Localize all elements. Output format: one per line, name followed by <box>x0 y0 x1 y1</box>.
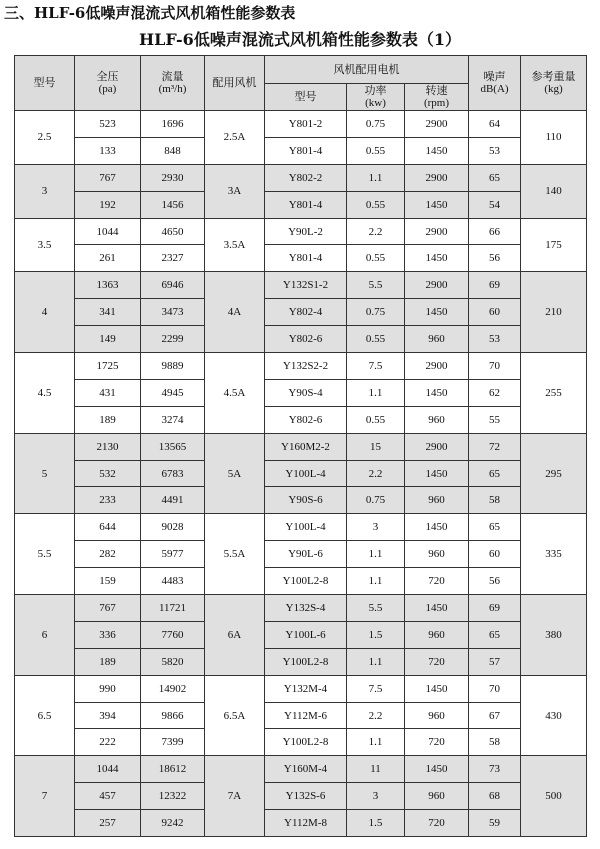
cell-motor-model: Y100L-6 <box>265 621 347 648</box>
cell-power: 1.1 <box>347 379 405 406</box>
cell-weight: 500 <box>521 756 587 837</box>
cell-fan: 5A <box>205 433 265 514</box>
section-heading: 三、HLF-6低噪声混流式风机箱性能参数表 <box>4 4 296 22</box>
cell-flow: 2327 <box>141 245 205 272</box>
cell-model: 5 <box>15 433 75 514</box>
cell-pressure: 457 <box>75 783 141 810</box>
table-row <box>15 541 587 568</box>
cell-motor-model: Y90L-6 <box>265 541 347 568</box>
cell-motor-model: Y132S1-2 <box>265 272 347 299</box>
cell-speed: 960 <box>405 702 469 729</box>
cell-speed: 1450 <box>405 245 469 272</box>
cell-speed: 1450 <box>405 514 469 541</box>
cell-noise: 73 <box>469 756 521 783</box>
cell-noise: 70 <box>469 675 521 702</box>
cell-model: 3 <box>15 164 75 218</box>
col-power: 功率 (kw) <box>347 84 405 111</box>
cell-pressure: 1725 <box>75 353 141 380</box>
col-model: 型号 <box>15 56 75 111</box>
cell-motor-model: Y112M-6 <box>265 702 347 729</box>
cell-motor-model: Y100L2-8 <box>265 648 347 675</box>
cell-motor-model: Y160M2-2 <box>265 433 347 460</box>
cell-speed: 2900 <box>405 164 469 191</box>
cell-power: 0.55 <box>347 406 405 433</box>
cell-flow: 4945 <box>141 379 205 406</box>
cell-speed: 1450 <box>405 299 469 326</box>
cell-motor-model: Y90L-2 <box>265 218 347 245</box>
cell-noise: 60 <box>469 541 521 568</box>
cell-pressure: 1044 <box>75 218 141 245</box>
cell-motor-model: Y801-4 <box>265 191 347 218</box>
cell-motor-model: Y90S-4 <box>265 379 347 406</box>
cell-flow: 3274 <box>141 406 205 433</box>
cell-power: 1.1 <box>347 164 405 191</box>
cell-flow: 5977 <box>141 541 205 568</box>
cell-pressure: 159 <box>75 568 141 595</box>
cell-power: 0.75 <box>347 111 405 138</box>
cell-pressure: 2130 <box>75 433 141 460</box>
table-header <box>15 56 587 111</box>
cell-pressure: 189 <box>75 406 141 433</box>
cell-weight: 210 <box>521 272 587 353</box>
cell-motor-model: Y802-6 <box>265 326 347 353</box>
cell-fan: 7A <box>205 756 265 837</box>
cell-model: 4 <box>15 272 75 353</box>
cell-fan: 6.5A <box>205 675 265 756</box>
cell-motor-model: Y90S-6 <box>265 487 347 514</box>
cell-speed: 1450 <box>405 675 469 702</box>
cell-noise: 69 <box>469 595 521 622</box>
cell-noise: 65 <box>469 164 521 191</box>
cell-pressure: 1044 <box>75 756 141 783</box>
table-row <box>15 729 587 756</box>
cell-power: 1.1 <box>347 648 405 675</box>
cell-flow: 848 <box>141 137 205 164</box>
cell-weight: 110 <box>521 111 587 165</box>
table-row <box>15 756 587 783</box>
cell-weight: 255 <box>521 353 587 434</box>
cell-speed: 960 <box>405 487 469 514</box>
cell-power: 7.5 <box>347 353 405 380</box>
cell-noise: 53 <box>469 137 521 164</box>
cell-weight: 380 <box>521 595 587 676</box>
cell-power: 0.75 <box>347 299 405 326</box>
table-row <box>15 460 587 487</box>
cell-noise: 53 <box>469 326 521 353</box>
cell-noise: 60 <box>469 299 521 326</box>
cell-speed: 2900 <box>405 433 469 460</box>
cell-flow: 13565 <box>141 433 205 460</box>
cell-noise: 57 <box>469 648 521 675</box>
cell-pressure: 261 <box>75 245 141 272</box>
cell-model: 6 <box>15 595 75 676</box>
cell-power: 2.2 <box>347 702 405 729</box>
cell-flow: 14902 <box>141 675 205 702</box>
cell-noise: 59 <box>469 810 521 837</box>
cell-fan: 4A <box>205 272 265 353</box>
table-row <box>15 272 587 299</box>
cell-speed: 1450 <box>405 595 469 622</box>
col-motor-group: 风机配用电机 <box>265 56 469 84</box>
cell-fan: 5.5A <box>205 514 265 595</box>
cell-weight: 175 <box>521 218 587 272</box>
cell-flow: 5820 <box>141 648 205 675</box>
cell-model: 7 <box>15 756 75 837</box>
cell-flow: 12322 <box>141 783 205 810</box>
cell-power: 1.5 <box>347 621 405 648</box>
cell-speed: 960 <box>405 541 469 568</box>
cell-model: 6.5 <box>15 675 75 756</box>
cell-weight: 430 <box>521 675 587 756</box>
table-row <box>15 299 587 326</box>
cell-flow: 4650 <box>141 218 205 245</box>
cell-pressure: 233 <box>75 487 141 514</box>
cell-fan: 3A <box>205 164 265 218</box>
cell-flow: 18612 <box>141 756 205 783</box>
table-row <box>15 675 587 702</box>
cell-pressure: 189 <box>75 648 141 675</box>
cell-power: 1.1 <box>347 729 405 756</box>
cell-motor-model: Y112M-8 <box>265 810 347 837</box>
cell-motor-model: Y801-4 <box>265 137 347 164</box>
col-flow: 流量 (m³/h) <box>141 56 205 111</box>
cell-motor-model: Y100L-4 <box>265 514 347 541</box>
performance-table <box>14 55 587 837</box>
cell-motor-model: Y132S-6 <box>265 783 347 810</box>
cell-noise: 62 <box>469 379 521 406</box>
cell-power: 0.55 <box>347 245 405 272</box>
cell-power: 2.2 <box>347 218 405 245</box>
cell-motor-model: Y802-2 <box>265 164 347 191</box>
table-row <box>15 111 587 138</box>
cell-motor-model: Y132S-4 <box>265 595 347 622</box>
cell-weight: 295 <box>521 433 587 514</box>
cell-pressure: 644 <box>75 514 141 541</box>
cell-flow: 2930 <box>141 164 205 191</box>
cell-pressure: 257 <box>75 810 141 837</box>
cell-fan: 3.5A <box>205 218 265 272</box>
cell-fan: 6A <box>205 595 265 676</box>
table-row <box>15 164 587 191</box>
cell-noise: 72 <box>469 433 521 460</box>
table-row <box>15 137 587 164</box>
cell-speed: 960 <box>405 406 469 433</box>
table-row <box>15 568 587 595</box>
table-body <box>15 111 587 837</box>
cell-pressure: 523 <box>75 111 141 138</box>
table-row <box>15 326 587 353</box>
cell-speed: 720 <box>405 568 469 595</box>
cell-flow: 6783 <box>141 460 205 487</box>
cell-power: 0.55 <box>347 191 405 218</box>
cell-noise: 67 <box>469 702 521 729</box>
cell-pressure: 990 <box>75 675 141 702</box>
table-row <box>15 379 587 406</box>
cell-pressure: 431 <box>75 379 141 406</box>
cell-noise: 65 <box>469 621 521 648</box>
cell-speed: 1450 <box>405 379 469 406</box>
cell-power: 1.1 <box>347 541 405 568</box>
table-row <box>15 514 587 541</box>
col-fan: 配用风机 <box>205 56 265 111</box>
cell-motor-model: Y802-4 <box>265 299 347 326</box>
table-row <box>15 702 587 729</box>
cell-flow: 9242 <box>141 810 205 837</box>
cell-speed: 1450 <box>405 137 469 164</box>
cell-flow: 9889 <box>141 353 205 380</box>
table-title: HLF-6低噪声混流式风机箱性能参数表（1） <box>139 30 461 49</box>
cell-power: 7.5 <box>347 675 405 702</box>
table-row <box>15 245 587 272</box>
table-row <box>15 218 587 245</box>
table-row <box>15 621 587 648</box>
cell-motor-model: Y100L2-8 <box>265 568 347 595</box>
table-row <box>15 191 587 218</box>
cell-flow: 4483 <box>141 568 205 595</box>
cell-noise: 55 <box>469 406 521 433</box>
cell-power: 1.5 <box>347 810 405 837</box>
cell-speed: 1450 <box>405 460 469 487</box>
cell-model: 2.5 <box>15 111 75 165</box>
cell-pressure: 1363 <box>75 272 141 299</box>
cell-speed: 720 <box>405 729 469 756</box>
cell-noise: 58 <box>469 729 521 756</box>
cell-motor-model: Y801-2 <box>265 111 347 138</box>
cell-noise: 66 <box>469 218 521 245</box>
cell-noise: 70 <box>469 353 521 380</box>
cell-motor-model: Y801-4 <box>265 245 347 272</box>
cell-speed: 960 <box>405 783 469 810</box>
cell-power: 0.75 <box>347 487 405 514</box>
cell-flow: 2299 <box>141 326 205 353</box>
cell-power: 0.55 <box>347 326 405 353</box>
cell-speed: 720 <box>405 648 469 675</box>
cell-power: 2.2 <box>347 460 405 487</box>
cell-pressure: 532 <box>75 460 141 487</box>
cell-motor-model: Y160M-4 <box>265 756 347 783</box>
cell-power: 5.5 <box>347 595 405 622</box>
cell-pressure: 133 <box>75 137 141 164</box>
cell-flow: 7760 <box>141 621 205 648</box>
table-row <box>15 648 587 675</box>
cell-noise: 56 <box>469 245 521 272</box>
col-motor-model: 型号 <box>265 84 347 111</box>
table-row <box>15 353 587 380</box>
cell-motor-model: Y100L2-8 <box>265 729 347 756</box>
col-noise: 噪声 dB(A) <box>469 56 521 111</box>
cell-noise: 65 <box>469 460 521 487</box>
cell-speed: 720 <box>405 810 469 837</box>
cell-model: 3.5 <box>15 218 75 272</box>
col-pressure: 全压 (pa) <box>75 56 141 111</box>
table-row <box>15 487 587 514</box>
cell-speed: 2900 <box>405 111 469 138</box>
cell-pressure: 282 <box>75 541 141 568</box>
cell-power: 3 <box>347 514 405 541</box>
cell-pressure: 767 <box>75 595 141 622</box>
cell-pressure: 192 <box>75 191 141 218</box>
cell-speed: 2900 <box>405 218 469 245</box>
cell-noise: 58 <box>469 487 521 514</box>
cell-flow: 11721 <box>141 595 205 622</box>
cell-noise: 56 <box>469 568 521 595</box>
table-row <box>15 810 587 837</box>
cell-power: 11 <box>347 756 405 783</box>
cell-motor-model: Y132S2-2 <box>265 353 347 380</box>
cell-power: 1.1 <box>347 568 405 595</box>
cell-power: 15 <box>347 433 405 460</box>
cell-pressure: 341 <box>75 299 141 326</box>
cell-flow: 9866 <box>141 702 205 729</box>
cell-speed: 2900 <box>405 272 469 299</box>
cell-flow: 4491 <box>141 487 205 514</box>
cell-motor-model: Y100L-4 <box>265 460 347 487</box>
cell-motor-model: Y132M-4 <box>265 675 347 702</box>
table-row <box>15 783 587 810</box>
cell-flow: 1696 <box>141 111 205 138</box>
cell-pressure: 394 <box>75 702 141 729</box>
cell-speed: 960 <box>405 621 469 648</box>
cell-speed: 960 <box>405 326 469 353</box>
cell-noise: 64 <box>469 111 521 138</box>
cell-flow: 9028 <box>141 514 205 541</box>
cell-speed: 2900 <box>405 353 469 380</box>
cell-noise: 68 <box>469 783 521 810</box>
cell-flow: 7399 <box>141 729 205 756</box>
cell-model: 4.5 <box>15 353 75 434</box>
col-speed: 转速 (rpm) <box>405 84 469 111</box>
cell-pressure: 149 <box>75 326 141 353</box>
cell-pressure: 222 <box>75 729 141 756</box>
table-row <box>15 595 587 622</box>
cell-speed: 1450 <box>405 756 469 783</box>
cell-noise: 54 <box>469 191 521 218</box>
cell-flow: 3473 <box>141 299 205 326</box>
cell-weight: 140 <box>521 164 587 218</box>
cell-speed: 1450 <box>405 191 469 218</box>
table-row <box>15 433 587 460</box>
cell-fan: 4.5A <box>205 353 265 434</box>
col-weight: 参考重量 (kg) <box>521 56 587 111</box>
cell-flow: 6946 <box>141 272 205 299</box>
cell-pressure: 767 <box>75 164 141 191</box>
cell-noise: 69 <box>469 272 521 299</box>
cell-power: 0.55 <box>347 137 405 164</box>
cell-fan: 2.5A <box>205 111 265 165</box>
cell-pressure: 336 <box>75 621 141 648</box>
table-row <box>15 406 587 433</box>
cell-power: 5.5 <box>347 272 405 299</box>
cell-model: 5.5 <box>15 514 75 595</box>
cell-weight: 335 <box>521 514 587 595</box>
cell-flow: 1456 <box>141 191 205 218</box>
cell-motor-model: Y802-6 <box>265 406 347 433</box>
cell-noise: 65 <box>469 514 521 541</box>
cell-power: 3 <box>347 783 405 810</box>
